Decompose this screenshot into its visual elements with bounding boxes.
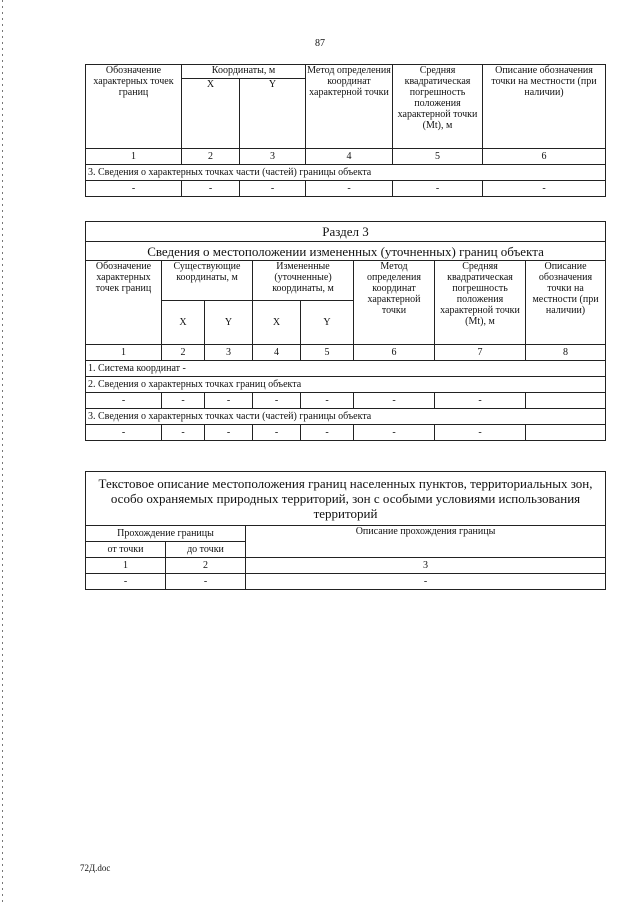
table-cell: - (306, 181, 393, 197)
column-number: 6 (483, 149, 606, 165)
table-cell: - (182, 181, 240, 197)
header-from-point: от точки (86, 542, 166, 558)
header-boundary-passage: Прохождение границы (86, 526, 246, 542)
column-number: 7 (435, 345, 526, 361)
section3-table (85, 221, 606, 441)
header-to-point: до точки (166, 542, 246, 558)
column-number: 3 (205, 345, 253, 361)
row-boundary-points: 2. Сведения о характерных точках границ объекта (86, 377, 606, 393)
column-number: 2 (166, 558, 246, 574)
column-number: 1 (86, 345, 162, 361)
text-description-title: Текстовое описание местоположения границ населенных пунктов, территориальных зон, особо охраняемых природных территорий, зон с особыми условиями использования территорий (86, 472, 606, 526)
header-description: Описание обозначения точки на местности (при наличии) (526, 261, 606, 345)
header-y: Y (205, 301, 253, 345)
header-error: Средняя квадратическая погрешность положения характерной точки (Mt), м (435, 261, 526, 345)
table-cell: - (240, 181, 306, 197)
table-cell (526, 425, 606, 441)
points-table (85, 64, 606, 197)
header-x: X (162, 301, 205, 345)
header-designation: Обозначение характерных точек границ (86, 261, 162, 345)
table-cell: - (86, 425, 162, 441)
scan-edge-line (2, 0, 3, 905)
table-cell: - (253, 393, 301, 409)
column-number: 5 (393, 149, 483, 165)
table-cell: - (86, 393, 162, 409)
section-parts-label: 3. Сведения о характерных точках части (частей) границы объекта (86, 165, 606, 181)
table-cell: - (86, 181, 182, 197)
row-coordinate-system: 1. Система координат - (86, 361, 606, 377)
column-number: 3 (246, 558, 606, 574)
table-cell: - (435, 393, 526, 409)
header-y: Y (301, 301, 354, 345)
column-number: 6 (354, 345, 435, 361)
table-cell (526, 393, 606, 409)
header-existing-coordinates: Существующие координаты, м (162, 261, 253, 301)
table-cell: - (253, 425, 301, 441)
header-error: Средняя квадратическая погрешность положения характерной точки (Mt), м (393, 65, 483, 149)
table-cell: - (86, 574, 166, 590)
table-cell: - (162, 393, 205, 409)
boundary-description-table (85, 471, 606, 590)
section-title: Раздел 3 (86, 222, 606, 242)
column-number: 2 (162, 345, 205, 361)
header-description: Описание обозначения точки на местности (при наличии) (483, 65, 606, 149)
column-number: 3 (240, 149, 306, 165)
header-passage-description: Описание прохождения границы (246, 526, 606, 558)
header-method: Метод определения координат характерной точки (306, 65, 393, 149)
table-cell: - (205, 393, 253, 409)
table-cell: - (205, 425, 253, 441)
table-cell: - (301, 425, 354, 441)
table-cell: - (393, 181, 483, 197)
header-coordinates: Координаты, м (182, 65, 306, 79)
column-number: 4 (306, 149, 393, 165)
column-number: 1 (86, 558, 166, 574)
table-cell: - (354, 393, 435, 409)
column-number: 8 (526, 345, 606, 361)
row-part-points: 3. Сведения о характерных точках части (частей) границы объекта (86, 409, 606, 425)
table-cell: - (166, 574, 246, 590)
column-number: 5 (301, 345, 354, 361)
table-cell: - (301, 393, 354, 409)
table-cell: - (162, 425, 205, 441)
footer-filename: 72Д.doc (80, 863, 111, 873)
column-number: 2 (182, 149, 240, 165)
header-method: Метод определения координат характерной точки (354, 261, 435, 345)
header-x: X (253, 301, 301, 345)
header-designation: Обозначение характерных точек границ (86, 65, 182, 149)
column-number: 4 (253, 345, 301, 361)
section-subtitle: Сведения о местоположении измененных (уточненных) границ объекта (86, 242, 606, 261)
header-y: Y (240, 79, 306, 149)
table-cell: - (435, 425, 526, 441)
column-number: 1 (86, 149, 182, 165)
table-cell: - (246, 574, 606, 590)
header-x: X (182, 79, 240, 149)
table-cell: - (354, 425, 435, 441)
table-cell: - (483, 181, 606, 197)
header-changed-coordinates: Измененные (уточненные) координаты, м (253, 261, 354, 301)
page-number: 87 (315, 38, 325, 49)
